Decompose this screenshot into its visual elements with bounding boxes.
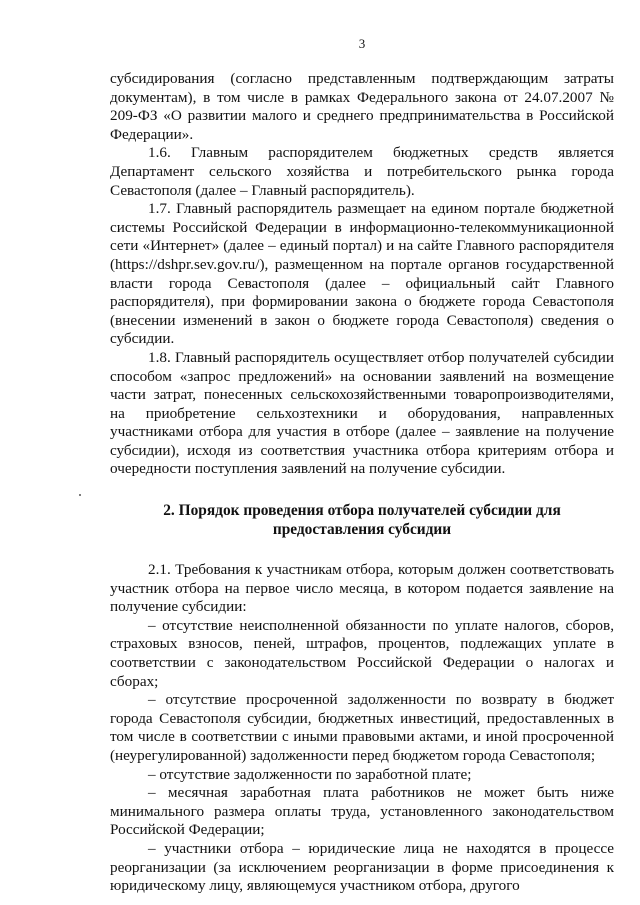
list-item-salary-debt: – отсутствие задолженности по заработной плате;	[148, 765, 472, 783]
page-number: 3	[358, 36, 366, 51]
scan-speck	[79, 494, 81, 496]
list-item-budget-debt: – отсутствие просроченной задолженности по возврату в бюджет города Севастополя субсидии, бюджетных инвестиций, предоставленных в том числе в соответствии с иными правовыми актами, и иной просроченной (неурегулированной) задолженности перед бюджетом города Севастополя;	[110, 691, 614, 764]
list-item-reorganization: – участники отбора – юридические лица не находятся в процессе реорганизации (за исключением реорганизации в форме присоединения к юридическому лицу, являющемуся участником отбора, другого	[110, 839, 614, 895]
paragraph-continuation: субсидирования (согласно представленным подтверждающим затраты документам), в том числе в рамках Федерального закона от 24.07.2007 № 209-ФЗ «О развитии малого и среднего предпринимательства в Российской Федерации».	[110, 70, 614, 143]
list-item-minimum-wage: – месячная заработная плата работников не может быть ниже минимального размера оплаты труда, установленного законодательством Российской Федерации;	[110, 784, 614, 839]
paragraph-1-8: 1.8. Главный распорядитель осуществляет отбор получателей субсидии способом «запрос предложений» на основании заявлений на возмещение части затрат, понесенных сельскохозяйственными товаропроизводителями, на приобретение сельхозтехники и оборудования, направленных участниками отбора для участия в отборе (далее – заявление на получение субсидии), исходя из соответствия участника отбора критериям отбора и очередности поступления заявлений на получение субсидии.	[110, 348, 614, 478]
paragraph-2-1: 2.1. Требования к участникам отбора, которым должен соответствовать участник отбора на первое число месяца, в котором подается заявление на получение субсидии:	[110, 561, 614, 616]
section-heading: 2. Порядок проведения отбора получателей субсидии для предоставления субсидии	[163, 502, 561, 539]
paragraph-1-6: 1.6. Главным распорядителем бюджетных средств является Департамент сельского хозяйства и потребительского рынка города Севастополя (далее – Главный распорядитель).	[110, 144, 614, 199]
paragraph-1-7: 1.7. Главный распорядитель размещает на едином портале бюджетной системы Российской Федерации в информационно-телекоммуникационной сети «Интернет» (далее – единый портал) и на сайте Главного распорядителя (https://dshpr.sev.gov.ru/), размещенном на портале органов государственной власти города Севастополя (далее – официальный сайт Главного распорядителя), при формировании закона о бюджете города Севастополя (внесении изменений в закон о бюджете города Севастополя) сведения о субсидии.	[110, 200, 614, 348]
list-item-taxes: – отсутствие неисполненной обязанности по уплате налогов, сборов, страховых взносов, пеней, штрафов, процентов, подлежащих уплате в соответствии с законодательством Российской Федерации о налогах и сборах;	[110, 616, 614, 690]
